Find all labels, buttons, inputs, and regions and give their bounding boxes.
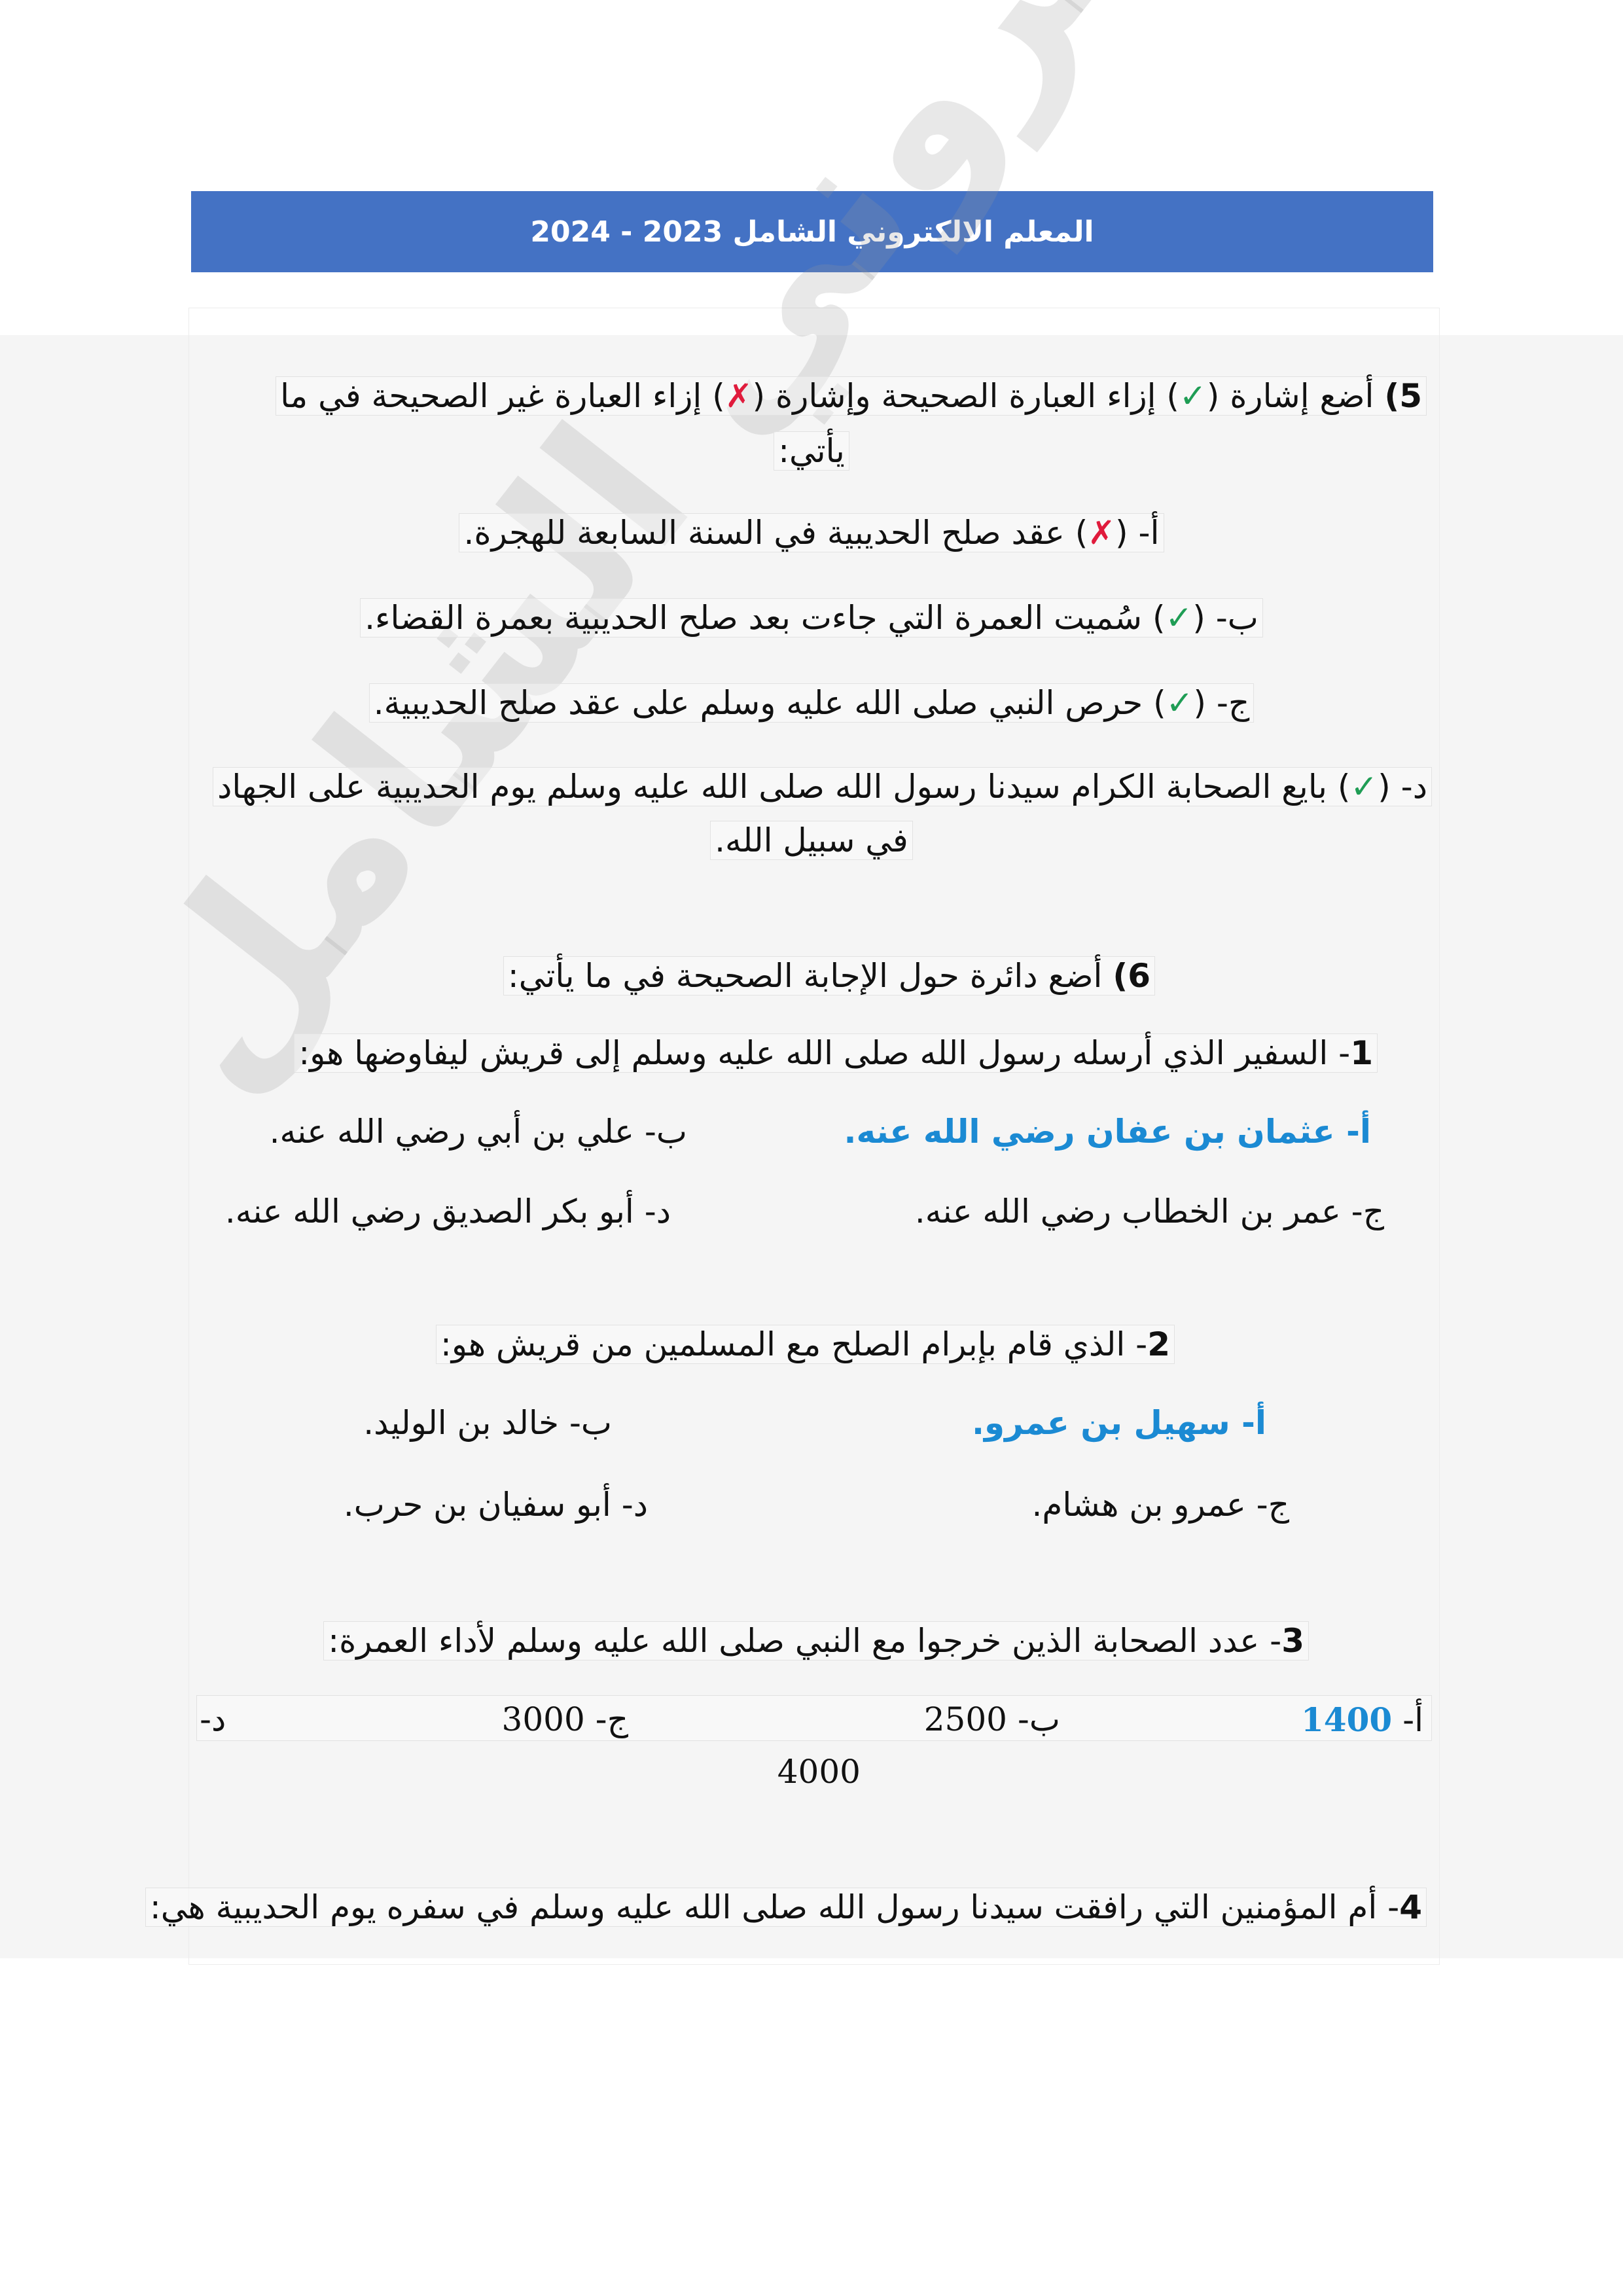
check-icon: ✓ bbox=[1179, 377, 1207, 415]
q6-3-option-d: د- bbox=[200, 1700, 226, 1738]
q5-item-a: أ- (✗) عقد صلح الحديبية في السنة السابعة للهجرة. bbox=[0, 514, 1623, 552]
header-bar bbox=[191, 191, 1433, 272]
cross-icon: ✗ bbox=[724, 377, 753, 415]
q5-number: 5) bbox=[1384, 377, 1422, 415]
q6-2-text: 2- الذي قام بإبرام الصلح مع المسلمين من قريش هو: bbox=[436, 1325, 1175, 1363]
q6-3-option-c: ج- 3000 bbox=[501, 1700, 628, 1738]
q5-item-b: ب- (✓) سُميت العمرة التي جاءت بعد صلح الحديبية بعمرة القضاء. bbox=[0, 599, 1623, 637]
q6-3-option-d-value: 4000 bbox=[777, 1753, 861, 1791]
q6-2-option-c: ج- عمرو بن هشام. bbox=[1031, 1486, 1289, 1524]
q6-4-text: 4- أم المؤمنين التي رافقت سيدنا رسول الله صلى الله عليه وسلم في سفره يوم الحديبية هي: bbox=[145, 1888, 1427, 1926]
q6-2-option-b: ب- خالد بن الوليد. bbox=[363, 1404, 612, 1442]
q6-prompt: 6) أضع دائرة حول الإجابة الصحيحة في ما يأتي: bbox=[503, 957, 1155, 995]
q6-2-option-a: أ- سهيل بن عمرو. bbox=[972, 1404, 1266, 1442]
q5-item-c: ج- (✓) حرص النبي صلى الله عليه وسلم على عقد صلح الحديبية. bbox=[0, 684, 1623, 722]
q6-3-options bbox=[196, 1695, 1432, 1741]
q6-3-option-b: ب- 2500 bbox=[923, 1700, 1060, 1738]
q6-3-option-a: أ- 1400 bbox=[1301, 1700, 1423, 1739]
q6-1-option-c: ج- عمر بن الخطاب رضي الله عنه. bbox=[914, 1193, 1384, 1230]
q6-1-option-a: أ- عثمان بن عفان رضي الله عنه. bbox=[844, 1113, 1371, 1151]
cross-icon: ✗ bbox=[1088, 514, 1116, 552]
q5-item-d-line2: في سبيل الله. bbox=[0, 821, 1623, 859]
q6-1-option-b: ب- علي بن أبي رضي الله عنه. bbox=[269, 1113, 687, 1151]
q6-number: 6) bbox=[1113, 957, 1150, 995]
q5-item-d: د- (✓) بايع الصحابة الكرام سيدنا رسول الله صلى الله عليه وسلم يوم الحديبية على الجهاد bbox=[213, 767, 1432, 806]
check-icon: ✓ bbox=[1165, 599, 1193, 637]
q5-prompt: 5) أضع إشارة (✓) إزاء العبارة الصحيحة وإشارة (✗) إزاء العبارة غير الصحيحة في ما bbox=[276, 376, 1427, 416]
page-title: المعلم الالكتروني الشامل 2023 - 2024 bbox=[530, 215, 1094, 249]
q5-prompt-line2: يأتي: bbox=[0, 432, 1623, 470]
q6-3-text: 3- عدد الصحابة الذين خرجوا مع النبي صلى الله عليه وسلم لأداء العمرة: bbox=[323, 1622, 1309, 1660]
q6-2-option-d: د- أبو سفيان بن حرب. bbox=[343, 1486, 648, 1524]
q6-1-text: 1- السفير الذي أرسله رسول الله صلى الله عليه وسلم إلى قريش ليفاوضها هو: bbox=[294, 1034, 1378, 1072]
q6-1-option-d: د- أبو بكر الصديق رضي الله عنه. bbox=[224, 1193, 671, 1230]
check-icon: ✓ bbox=[1166, 684, 1194, 722]
check-icon: ✓ bbox=[1350, 768, 1378, 806]
